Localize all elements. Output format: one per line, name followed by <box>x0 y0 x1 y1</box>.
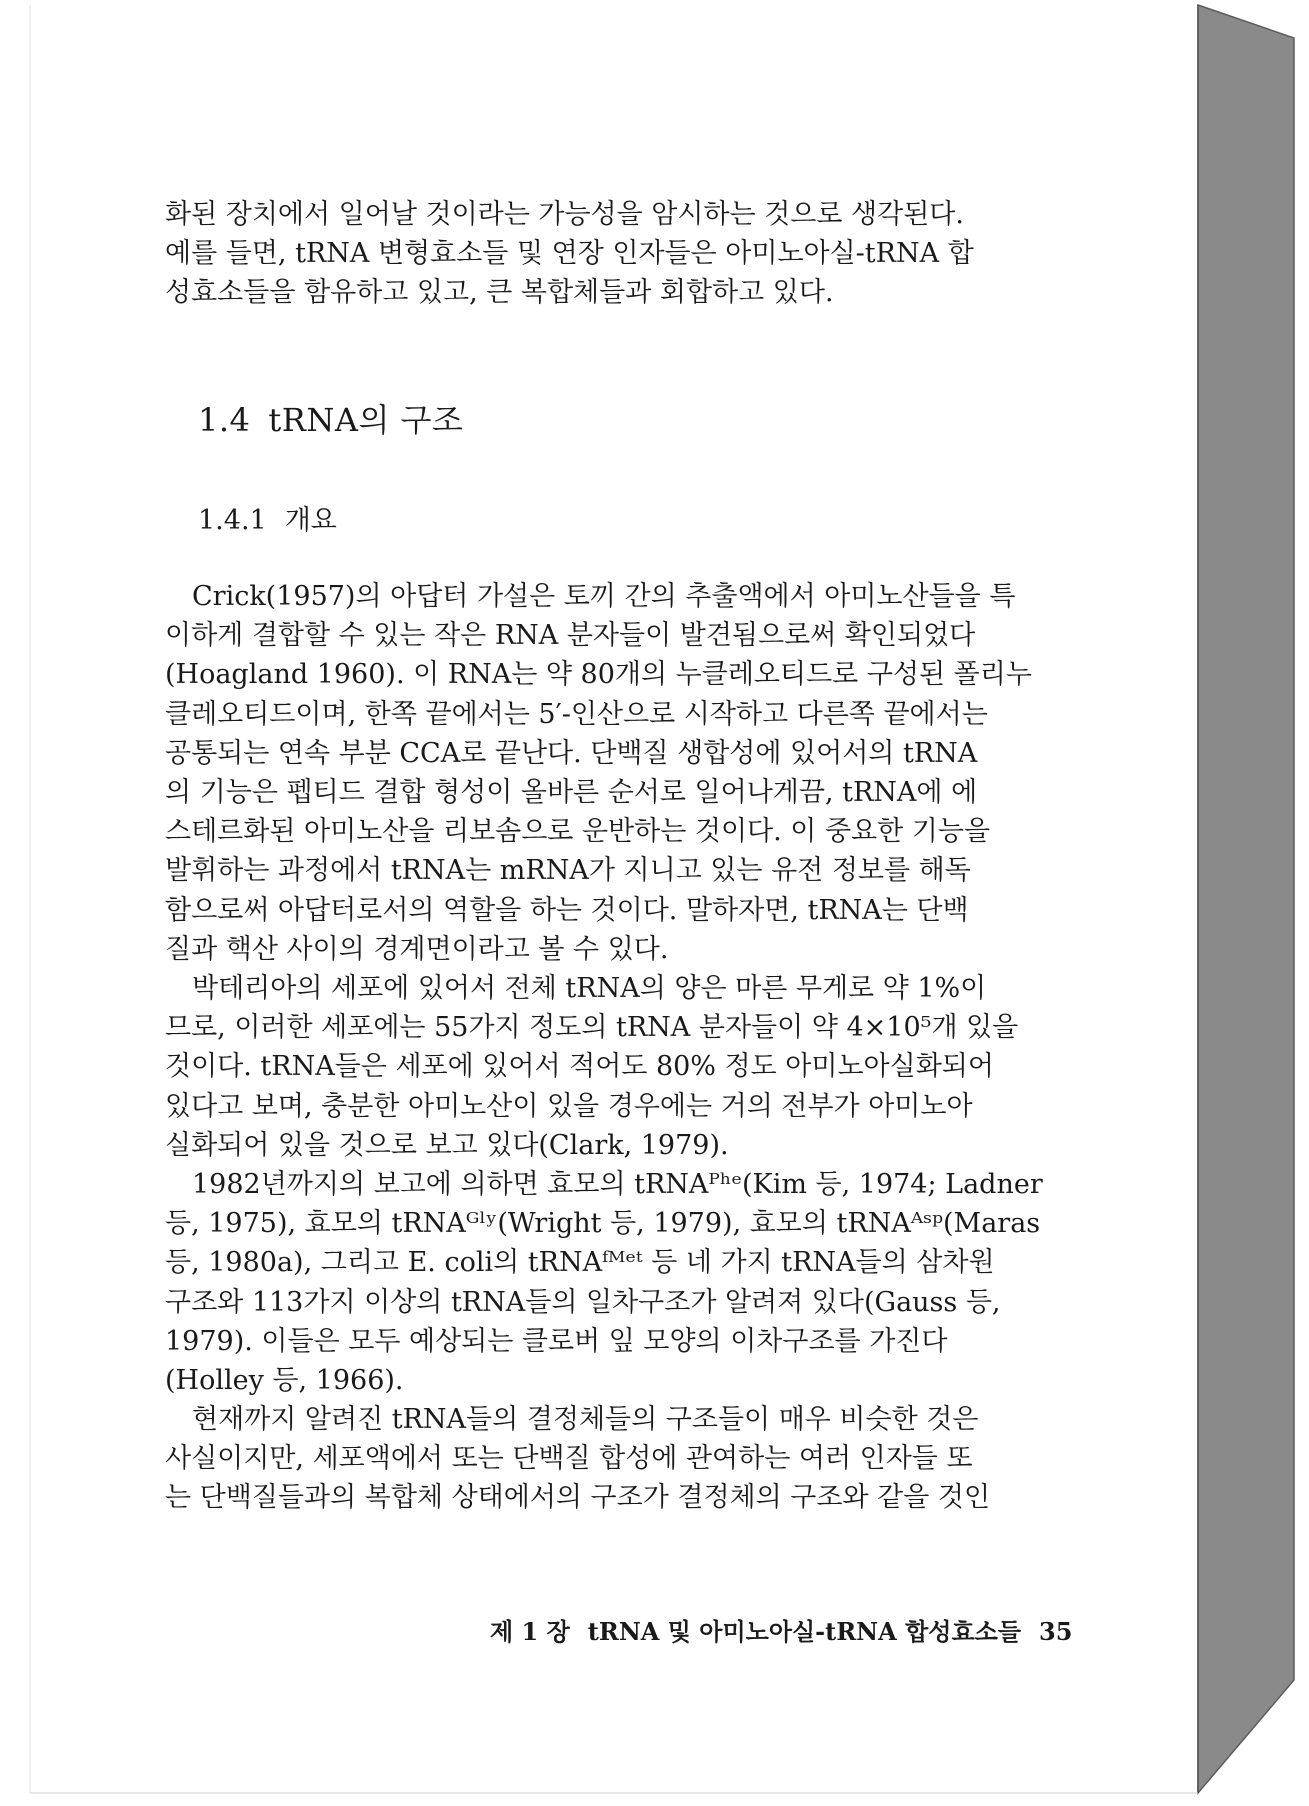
text-line: 등, 1975), 효모의 tRNAᴳˡʸ(Wright 등, 1979), 효모의 tRNAᴬˢᵖ(Maras <box>165 1208 1041 1240</box>
page-number: 35 <box>1039 1617 1073 1646</box>
text-line: Crick(1957)의 아답터 가설은 토끼 간의 추출액에서 아미노산들을 특 <box>192 581 1016 612</box>
text-line: 구조와 113가지 이상의 tRNA들의 일차구조가 알려져 있다(Gauss 등, <box>165 1286 1001 1318</box>
body-paragraph <box>165 577 1066 969</box>
text-line: 함으로써 아답터로서의 역할을 하는 것이다. 말하자면, tRNA는 단백 <box>165 894 969 926</box>
text-line: 것이다. tRNA들은 세포에 있어서 적어도 80% 정도 아미노아실화되어 <box>165 1051 994 1083</box>
text-line: (Hoagland 1960). 이 RNA는 약 80개의 누클레오티드로 구성된 폴리누 <box>165 659 1032 691</box>
subsection-number: 1.4.1 <box>198 505 267 536</box>
body-paragraph <box>165 969 1066 1165</box>
text-line: 사실이지만, 세포액에서 또는 단백질 합성에 관여하는 여러 인자들 또 <box>165 1443 973 1475</box>
running-footer <box>490 1612 1072 1647</box>
intro-paragraph <box>165 195 1066 313</box>
text-line: 클레오티드이며, 한쪽 끝에서는 5′-인산으로 시작하고 다른쪽 끝에서는 <box>165 698 988 730</box>
section-title: tRNA의 구조 <box>268 401 464 439</box>
text-line: 스테르화된 아미노산을 리보솜으로 운반하는 것이다. 이 중요한 기능을 <box>165 816 991 848</box>
text-line: 실화되어 있을 것으로 보고 있다(Clark, 1979). <box>165 1129 729 1161</box>
book-side-edge <box>1198 5 1294 1793</box>
text-line: 예를 들면, tRNA 변형효소들 및 연장 인자들은 아미노아실-tRNA 합 <box>165 238 974 270</box>
footer-chapter: 제 1 장 <box>490 1617 570 1646</box>
body-paragraph <box>165 1400 1066 1518</box>
text-line: 1982년까지의 보고에 의하면 효모의 tRNAᴾʰᵉ(Kim 등, 1974; Ladner <box>192 1169 1043 1200</box>
text-line: 는 단백질들과의 복합체 상태에서의 구조가 결정체의 구조와 같을 것인 <box>165 1482 991 1514</box>
text-line: 의 기능은 펩티드 결합 형성이 올바른 순서로 일어나게끔, tRNA에 에 <box>165 777 978 809</box>
text-line: 공통되는 연속 부분 CCA로 끝난다. 단백질 생합성에 있어서의 tRNA <box>165 737 978 769</box>
text-line: 질과 핵산 사이의 경계면이라고 볼 수 있다. <box>165 933 669 965</box>
text-line: 이하게 결합할 수 있는 작은 RNA 분자들이 발견됨으로써 확인되었다 <box>165 620 976 652</box>
subsection-title: 개요 <box>284 505 337 536</box>
text-line: 1979). 이들은 모두 예상되는 클로버 잎 모양의 이차구조를 가진다 <box>165 1325 948 1357</box>
subsection-heading <box>198 498 337 537</box>
footer-title: tRNA 및 아미노아실-tRNA 합성효소들 <box>587 1617 1022 1646</box>
text-line: 므로, 이러한 세포에는 55가지 정도의 tRNA 분자들이 약 4×10⁵개 있을 <box>165 1012 1019 1044</box>
text-line: 등, 1980a), 그리고 E. coli의 tRNAᶠᴹᵉᵗ 등 네 가지 tRNA들의 삼차원 <box>165 1247 995 1279</box>
section-heading <box>198 395 463 441</box>
text-line: 화된 장치에서 일어날 것이라는 가능성을 암시하는 것으로 생각된다. <box>165 199 964 230</box>
body-paragraph <box>165 1165 1066 1400</box>
book-page <box>30 5 1198 1793</box>
text-line: (Holley 등, 1966). <box>165 1365 404 1397</box>
section-number: 1.4 <box>198 401 251 439</box>
text-line: 발휘하는 과정에서 tRNA는 mRNA가 지니고 있는 유전 정보를 해독 <box>165 855 971 887</box>
text-line: 현재까지 알려진 tRNA들의 결정체들의 구조들이 매우 비슷한 것은 <box>192 1404 979 1435</box>
text-line: 있다고 보며, 충분한 아미노산이 있을 경우에는 거의 전부가 아미노아 <box>165 1090 973 1122</box>
text-line: 박테리아의 세포에 있어서 전체 tRNA의 양은 마른 무게로 약 1%이 <box>192 973 987 1004</box>
text-line: 성효소들을 함유하고 있고, 큰 복합체들과 회합하고 있다. <box>165 277 834 309</box>
